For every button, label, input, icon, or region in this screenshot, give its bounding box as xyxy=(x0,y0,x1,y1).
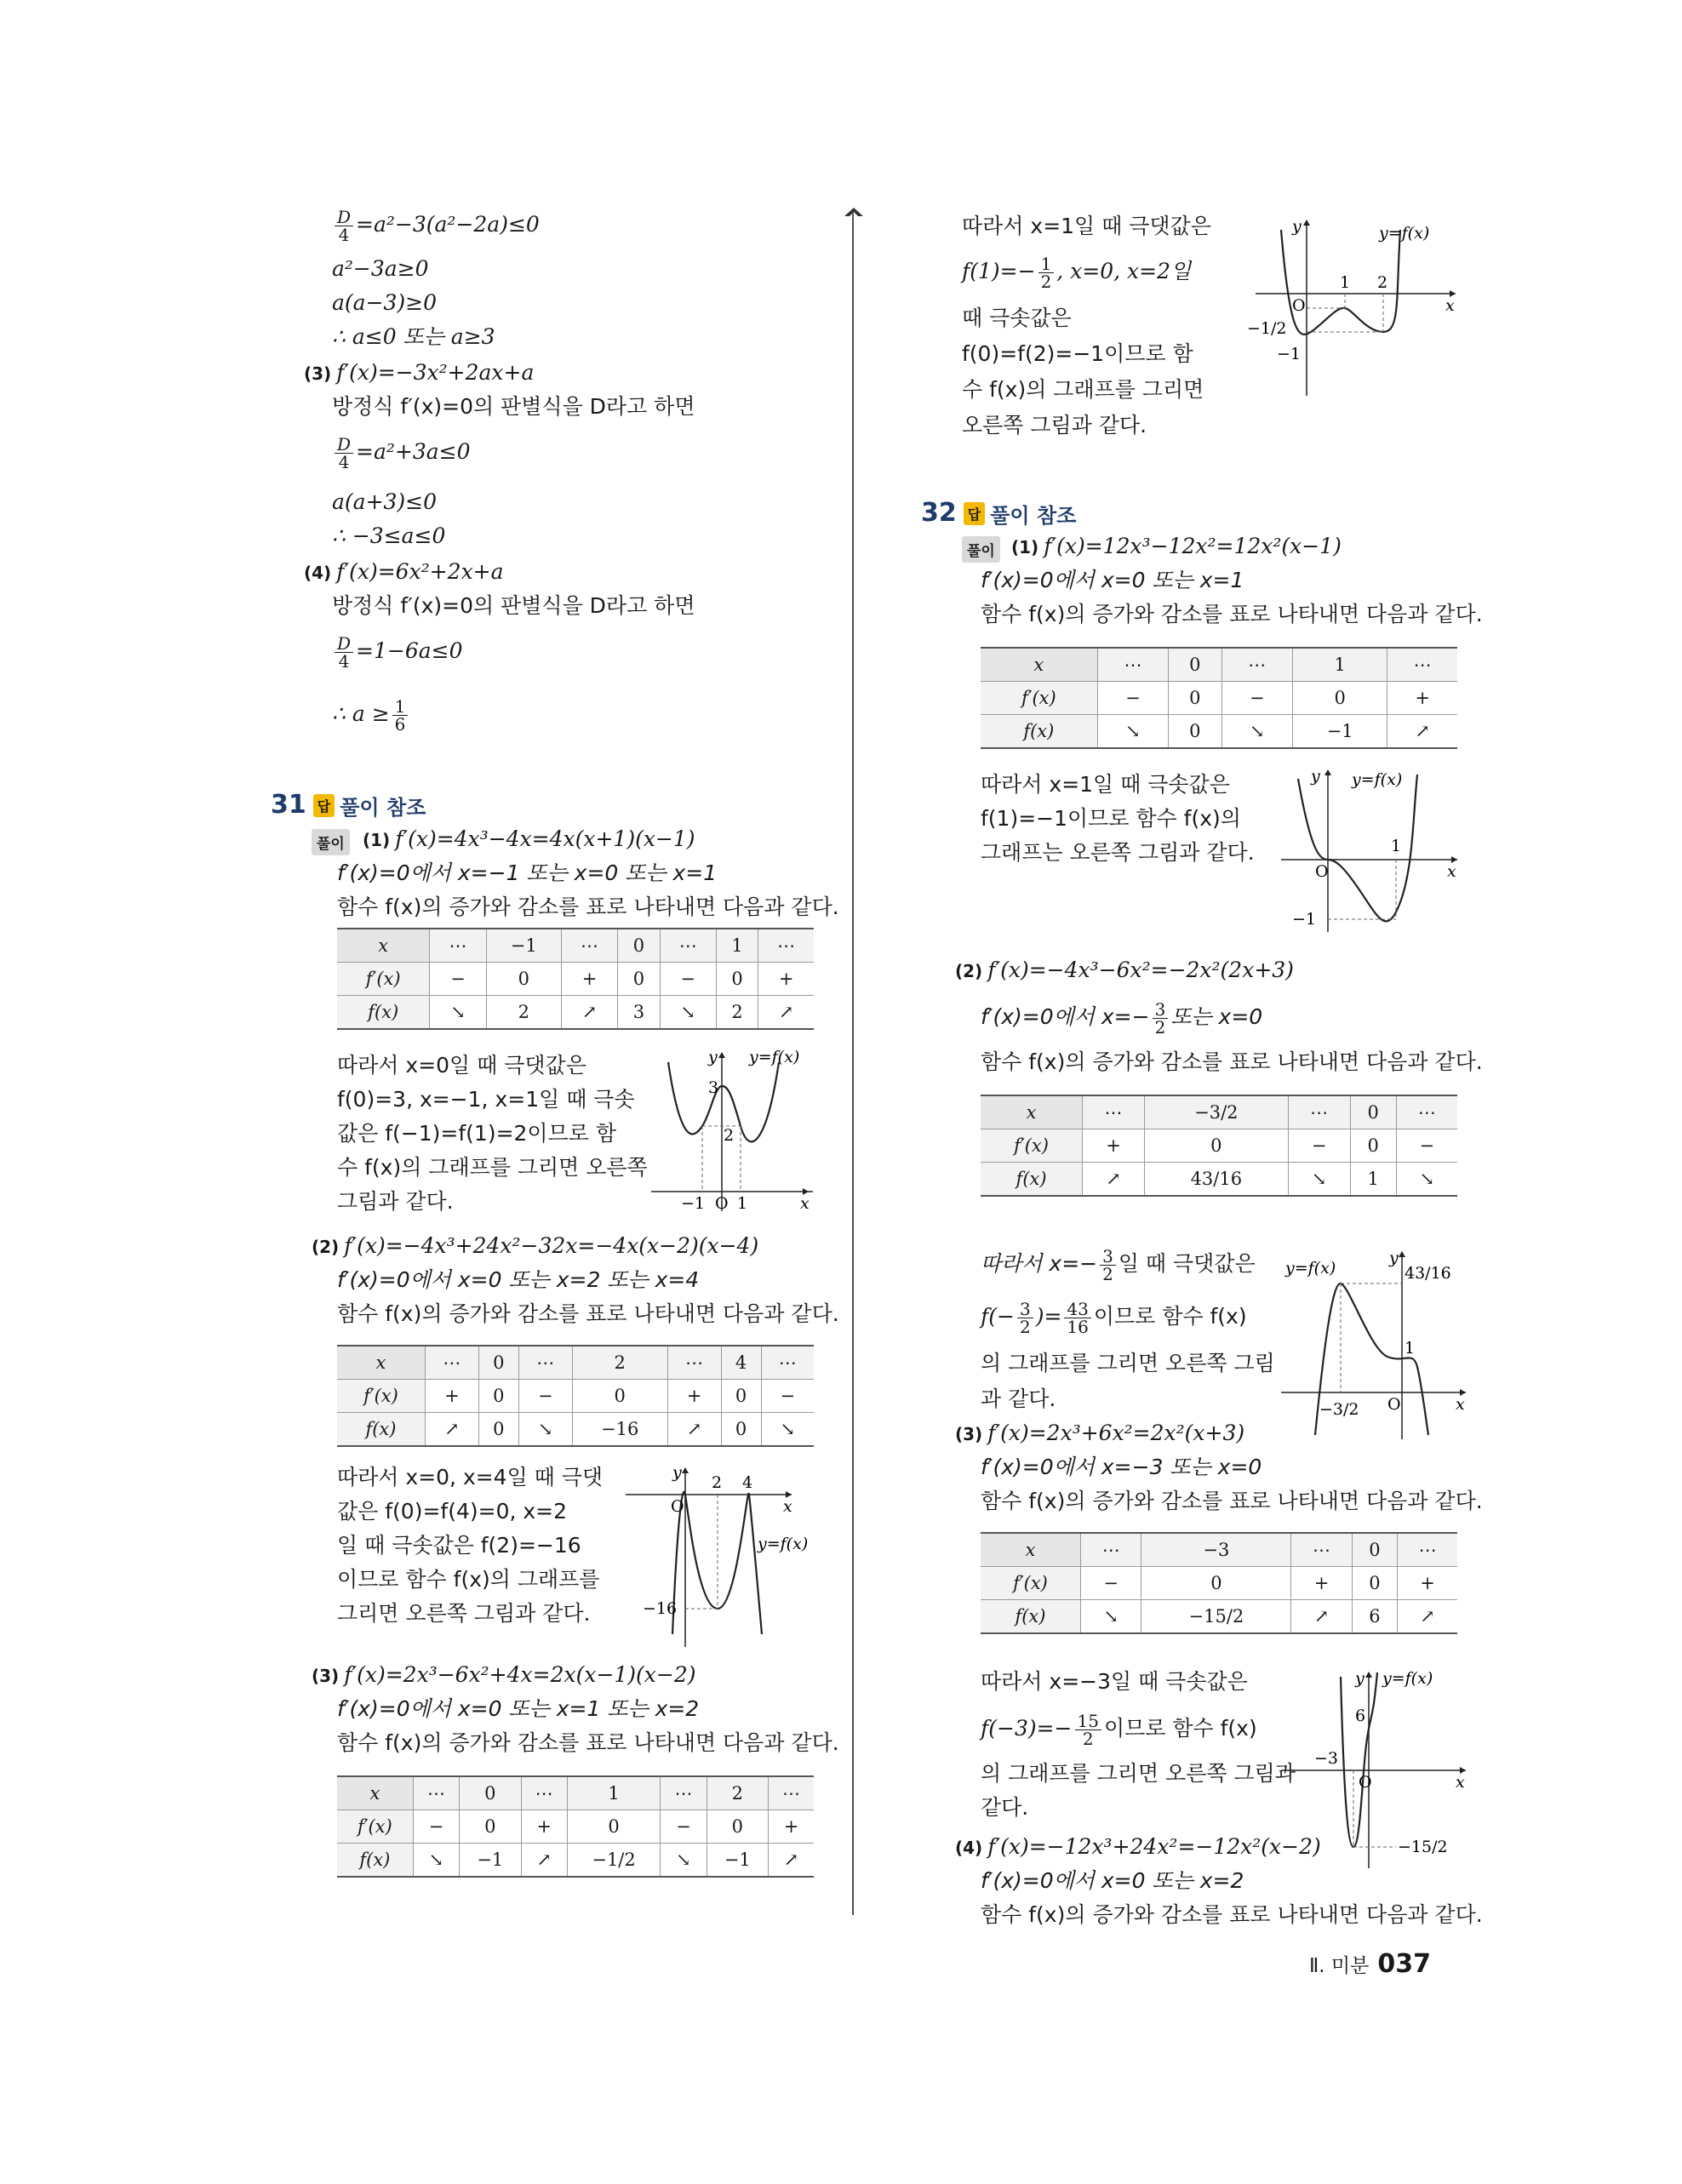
table-cell: 0 xyxy=(1169,715,1221,749)
table-cell: − xyxy=(761,1380,814,1413)
table-cell: 0 xyxy=(1350,1129,1396,1163)
table-row xyxy=(981,1163,1457,1197)
p31-part2-zeros: f′(x)=0에서 x=0 또는 x=2 또는 x=4 xyxy=(337,1267,700,1292)
axis-y-label: y xyxy=(1311,767,1320,786)
table-cell: ↘ xyxy=(1396,1163,1457,1197)
table-row xyxy=(981,682,1457,715)
local-min-label: −16 xyxy=(643,1599,678,1618)
cont-line-2: a²−3a≥0 xyxy=(332,256,429,281)
axis-y-label: y xyxy=(1355,1669,1364,1688)
part4-line-1: $\frac{D}{4}$ =1−6a≤0 xyxy=(332,635,463,670)
p31-part2-conclusion-2: 값은 f(0)=f(4)=0, x=2 xyxy=(337,1499,568,1524)
p32-part4-table-intro: 함수 f(x)의 증가와 감소를 표로 나타내면 다음과 같다. xyxy=(981,1902,1483,1927)
table-cell: 6 xyxy=(1352,1600,1397,1634)
table-cell: + xyxy=(667,1380,721,1413)
tick-minus-1: −1 xyxy=(681,1194,706,1213)
table-cell: −15/2 xyxy=(1141,1600,1291,1634)
p31-part3-conclusion-2: f(1)=− $\frac{1}{2}$ , x=0, x=2일 xyxy=(962,254,1192,292)
table-cell: f(x) xyxy=(337,1844,413,1878)
part4-line-2: ∴ a ≥ $\frac{1}{6}$ xyxy=(332,698,410,733)
p32-part2-table-intro: 함수 f(x)의 증가와 감소를 표로 나타내면 다음과 같다. xyxy=(981,1049,1483,1074)
table-cell: ↗ xyxy=(425,1413,478,1447)
p32-part2-conclusion-4: 과 같다. xyxy=(981,1386,1056,1411)
table-cell: 0 xyxy=(707,1810,768,1844)
table-cell: x xyxy=(337,1346,425,1380)
table-cell: + xyxy=(425,1380,478,1413)
chapter-label: Ⅱ. 미분 xyxy=(1308,1955,1370,1977)
p32-part3-conclusion-1: 따라서 x=−3일 때 극솟값은 xyxy=(981,1669,1248,1694)
table-cell: f′(x) xyxy=(337,963,430,996)
axis-x-label: x xyxy=(800,1194,810,1213)
curve-label: y=f(x) xyxy=(1379,224,1430,243)
table-row xyxy=(981,1533,1457,1567)
origin-label: O xyxy=(1387,1395,1401,1414)
table-row xyxy=(981,1129,1457,1163)
axis-x-label: x xyxy=(1456,1395,1465,1414)
table-row xyxy=(981,1600,1457,1634)
part3-line-3: ∴ −3≤a≤0 xyxy=(332,523,446,548)
p31-graph-3 xyxy=(1243,213,1464,400)
table-cell: 0 xyxy=(567,1810,660,1844)
cont-line-1: $\frac{D}{4}$ =a²−3(a²−2a)≤0 xyxy=(332,209,540,243)
p31-part3-zeros: f′(x)=0에서 x=0 또는 x=1 또는 x=2 xyxy=(337,1696,700,1721)
p32-part4-zeros: f′(x)=0에서 x=0 또는 x=2 xyxy=(981,1868,1244,1893)
table-row xyxy=(337,963,814,996)
table-row xyxy=(337,1776,814,1810)
p32-part3-conclusion-4: 같다. xyxy=(981,1795,1029,1820)
part3-line-1: $\frac{D}{4}$ =a²+3a≤0 xyxy=(332,436,471,471)
axis-y-label: y xyxy=(1292,217,1302,236)
table-cell: ⋯ xyxy=(1288,1095,1350,1129)
table-cell: 0 xyxy=(1169,682,1221,715)
table-cell: ↘ xyxy=(430,996,486,1030)
table-cell: ⋯ xyxy=(1387,648,1457,682)
p31-part3-equation: (3) f′(x)=2x³−6x²+4x=2x(x−1)(x−2) xyxy=(312,1662,696,1687)
table-cell: ↗ xyxy=(1398,1600,1457,1634)
table-cell: x xyxy=(337,1776,413,1810)
table-cell: ⋯ xyxy=(660,929,716,963)
table-cell: − xyxy=(413,1810,459,1844)
table-cell: 0 xyxy=(721,1380,761,1413)
p31-graph-2 xyxy=(621,1464,826,1651)
table-cell: 1 xyxy=(567,1776,660,1810)
table-cell: ↗ xyxy=(1083,1163,1145,1197)
tick-2: 2 xyxy=(1377,273,1388,292)
axis-x-label: x xyxy=(1445,296,1455,315)
answer-badge: 답 xyxy=(964,502,985,525)
p31-variation-table-2 xyxy=(337,1345,814,1447)
table-cell: ↘ xyxy=(660,996,716,1030)
table-cell: f(x) xyxy=(981,1600,1080,1634)
table-cell: ↘ xyxy=(1221,715,1293,749)
table-cell: − xyxy=(660,963,716,996)
table-cell: 0 xyxy=(486,963,561,996)
table-cell: − xyxy=(1396,1129,1457,1163)
axis-x-label: x xyxy=(1456,1773,1465,1792)
p31-part1-conclusion-4: 수 f(x)의 그래프를 그리면 오른쪽 xyxy=(337,1155,648,1180)
part3-line-2: a(a+3)≤0 xyxy=(332,489,438,514)
table-cell: f′(x) xyxy=(981,1129,1083,1163)
p32-part1-conclusion-3: 그래프는 오른쪽 그림과 같다. xyxy=(981,840,1255,865)
axis-y-label: y xyxy=(1389,1249,1399,1267)
table-cell: 0 xyxy=(1352,1567,1397,1600)
table-cell: f(x) xyxy=(337,996,430,1030)
table-cell: + xyxy=(1387,682,1457,715)
p31-part3-conclusion-6: 오른쪽 그림과 같다. xyxy=(962,413,1147,437)
p32-part1-conclusion-1: 따라서 x=1일 때 극솟값은 xyxy=(981,772,1230,797)
tick-1: 1 xyxy=(737,1194,748,1213)
table-cell: −1 xyxy=(486,929,561,963)
table-cell: 43/16 xyxy=(1144,1163,1288,1197)
cont-line-3: a(a−3)≥0 xyxy=(332,290,438,315)
table-cell: 0 xyxy=(478,1346,518,1380)
table-cell: 0 xyxy=(721,1413,761,1447)
p31-part1-zeros: f′(x)=0에서 x=−1 또는 x=0 또는 x=1 xyxy=(337,860,718,885)
table-cell: 0 xyxy=(1169,648,1221,682)
tick-1: 1 xyxy=(1340,273,1351,292)
table-cell: − xyxy=(430,963,486,996)
table-cell: ⋯ xyxy=(667,1346,721,1380)
axis-y-label: y xyxy=(708,1048,718,1066)
table-cell: ⋯ xyxy=(425,1346,478,1380)
p31-variation-table-3 xyxy=(337,1775,814,1878)
table-cell: ⋯ xyxy=(413,1776,459,1810)
p31-part1-conclusion-5: 그림과 같다. xyxy=(337,1189,454,1214)
table-row xyxy=(981,648,1457,682)
answer-badge: 답 xyxy=(313,794,335,817)
p32-part1-conclusion-2: f(1)=−1이므로 함수 f(x)의 xyxy=(981,806,1241,831)
table-cell: ↘ xyxy=(413,1844,459,1878)
p32-part2-equation: (2) f′(x)=−4x³−6x²=−2x²(2x+3) xyxy=(955,958,1294,982)
table-cell: x xyxy=(981,1095,1083,1129)
table-cell: ⋯ xyxy=(661,1776,707,1810)
divider-ornament-icon xyxy=(839,204,868,221)
table-cell: −1/2 xyxy=(567,1844,660,1878)
table-cell: f′(x) xyxy=(981,682,1097,715)
axis-y-label: y xyxy=(672,1464,682,1482)
table-cell: − xyxy=(1080,1567,1141,1600)
table-cell: ↘ xyxy=(1097,715,1169,749)
part3-equation: (3) f′(x)=−3x²+2ax+a xyxy=(304,360,535,385)
p31-part3-table-intro: 함수 f(x)의 증가와 감소를 표로 나타내면 다음과 같다. xyxy=(337,1730,839,1755)
p31-part1-conclusion-2: f(0)=3, x=−1, x=1일 때 극솟 xyxy=(337,1087,635,1112)
table-row xyxy=(337,929,814,963)
p32-variation-table-1 xyxy=(981,647,1457,749)
p32-variation-table-3 xyxy=(981,1532,1457,1634)
p32-part1-equation: (1) f′(x)=12x³−12x²=12x²(x−1) xyxy=(1011,534,1342,558)
table-row xyxy=(981,715,1457,749)
curve-label: y=f(x) xyxy=(758,1535,809,1553)
table-cell: + xyxy=(561,963,617,996)
p31-variation-table-1 xyxy=(337,928,814,1030)
table-cell: −1 xyxy=(1293,715,1387,749)
table-cell: ⋯ xyxy=(1398,1533,1457,1567)
table-cell: 3 xyxy=(618,996,660,1030)
table-cell: ↘ xyxy=(1080,1600,1141,1634)
table-cell: ↗ xyxy=(1291,1600,1353,1634)
table-cell: 0 xyxy=(716,963,758,996)
table-cell: 0 xyxy=(478,1413,518,1447)
table-cell: ↗ xyxy=(667,1413,721,1447)
table-cell: 1 xyxy=(716,929,758,963)
p32-part2-zeros: f′(x)=0에서 x=− $\frac{3}{2}$ 또는 x=0 xyxy=(981,999,1263,1038)
p31-part3-conclusion-5: 수 f(x)의 그래프를 그리면 xyxy=(962,377,1204,402)
table-row xyxy=(337,1844,814,1878)
table-cell: − xyxy=(1288,1129,1350,1163)
local-max-label: 3 xyxy=(708,1078,719,1097)
table-cell: −1 xyxy=(460,1844,521,1878)
table-cell: 0 xyxy=(572,1380,667,1413)
table-cell: −3/2 xyxy=(1144,1095,1288,1129)
p32-part3-conclusion-3: 의 그래프를 그리면 오른쪽 그림과 xyxy=(981,1761,1296,1786)
table-cell: 2 xyxy=(707,1776,768,1810)
table-cell: ↗ xyxy=(521,1844,567,1878)
p31-part3-conclusion-3: 때 극솟값은 xyxy=(962,306,1072,330)
p31-part2-equation: (2) f′(x)=−4x³+24x²−32x=−4x(x−2)(x−4) xyxy=(312,1233,759,1258)
table-cell: ↗ xyxy=(769,1844,815,1878)
local-min-label: −1 xyxy=(1277,345,1302,363)
table-cell: 4 xyxy=(721,1346,761,1380)
p32-part1-table-intro: 함수 f(x)의 증가와 감소를 표로 나타내면 다음과 같다. xyxy=(981,602,1483,626)
p32-graph-1 xyxy=(1277,766,1464,936)
tick-1: 1 xyxy=(1391,837,1402,855)
curve-label: y=f(x) xyxy=(749,1048,800,1066)
table-cell: −1 xyxy=(707,1844,768,1878)
table-cell: ⋯ xyxy=(1080,1533,1141,1567)
curve-label: y=f(x) xyxy=(1285,1259,1336,1278)
solution-badge: 풀이 xyxy=(962,536,1000,563)
origin-label: O xyxy=(1359,1773,1372,1792)
origin-label: O xyxy=(671,1497,684,1516)
table-cell: + xyxy=(769,1810,815,1844)
table-cell: ⋯ xyxy=(1083,1095,1145,1129)
part3-discriminant-text: 방정식 f′(x)=0의 판별식을 D라고 하면 xyxy=(332,394,695,419)
axis-x-label: x xyxy=(783,1497,792,1516)
local-max-label: −1/2 xyxy=(1247,319,1287,338)
table-cell: ↘ xyxy=(661,1844,707,1878)
table-cell: 0 xyxy=(1352,1533,1397,1567)
curve-label: y=f(x) xyxy=(1352,770,1403,789)
table-cell: 2 xyxy=(716,996,758,1030)
table-cell: ⋯ xyxy=(561,929,617,963)
table-cell: ⋯ xyxy=(758,929,814,963)
table-cell: 0 xyxy=(460,1776,521,1810)
table-row xyxy=(337,1346,814,1380)
table-row xyxy=(337,1380,814,1413)
table-cell: 1 xyxy=(1293,648,1387,682)
tick-4: 4 xyxy=(742,1473,753,1492)
table-cell: −3 xyxy=(1141,1533,1291,1567)
p32-part1-zeros: f′(x)=0에서 x=0 또는 x=1 xyxy=(981,568,1244,592)
table-cell: ⋯ xyxy=(1396,1095,1457,1129)
curve-label: y=f(x) xyxy=(1382,1669,1433,1688)
table-cell: ⋯ xyxy=(769,1776,815,1810)
table-cell: 0 xyxy=(460,1810,521,1844)
table-cell: 0 xyxy=(618,963,660,996)
part4-discriminant-text: 방정식 f′(x)=0의 판별식을 D라고 하면 xyxy=(332,593,695,618)
table-cell: ⋯ xyxy=(1221,648,1293,682)
table-cell: x xyxy=(337,929,430,963)
table-cell: 2 xyxy=(572,1346,667,1380)
p32-part4-equation: (4) f′(x)=−12x³+24x²=−12x²(x−2) xyxy=(955,1834,1321,1859)
problem-32-header: 32 답 풀이 참조 xyxy=(921,498,1077,528)
table-cell: + xyxy=(1083,1129,1145,1163)
p31-part1-conclusion-3: 값은 f(−1)=f(1)=2이므로 함 xyxy=(337,1121,616,1146)
table-cell: 0 xyxy=(1350,1095,1396,1129)
table-cell: 0 xyxy=(1293,682,1387,715)
tick-2: 2 xyxy=(712,1473,723,1492)
table-cell: ↗ xyxy=(1387,715,1457,749)
p32-part3-equation: (3) f′(x)=2x³+6x²=2x²(x+3) xyxy=(955,1421,1245,1445)
table-cell: − xyxy=(1097,682,1169,715)
table-cell: f′(x) xyxy=(337,1380,425,1413)
table-cell: f′(x) xyxy=(337,1810,413,1844)
p31-part1-conclusion-1: 따라서 x=0일 때 극댓값은 xyxy=(337,1053,586,1078)
table-cell: f(x) xyxy=(981,715,1097,749)
origin-label: O xyxy=(1315,862,1329,881)
table-cell: 0 xyxy=(478,1380,518,1413)
y-intercept-label: 6 xyxy=(1355,1707,1366,1725)
table-cell: f′(x) xyxy=(981,1567,1080,1600)
table-cell: ↘ xyxy=(1288,1163,1350,1197)
page-footer xyxy=(1309,1949,1431,1979)
p31-part3-conclusion-4: f(0)=f(2)=−1이므로 함 xyxy=(962,341,1193,366)
table-cell: f(x) xyxy=(337,1413,425,1447)
p32-variation-table-2 xyxy=(981,1095,1457,1197)
y-intercept-label: 1 xyxy=(1405,1339,1416,1358)
page-number: 037 xyxy=(1377,1949,1431,1979)
table-cell: 1 xyxy=(1350,1163,1396,1197)
local-max-label: 43/16 xyxy=(1405,1264,1451,1283)
table-row xyxy=(337,996,814,1030)
table-row xyxy=(981,1095,1457,1129)
table-cell: ↗ xyxy=(561,996,617,1030)
table-cell: ⋯ xyxy=(521,1776,567,1810)
table-row xyxy=(337,1810,814,1844)
p32-part3-table-intro: 함수 f(x)의 증가와 감소를 표로 나타내면 다음과 같다. xyxy=(981,1489,1483,1513)
table-cell: ⋯ xyxy=(518,1346,572,1380)
p32-part3-zeros: f′(x)=0에서 x=−3 또는 x=0 xyxy=(981,1455,1262,1479)
table-cell: − xyxy=(661,1810,707,1844)
table-cell: ↘ xyxy=(518,1413,572,1447)
table-cell: − xyxy=(518,1380,572,1413)
table-cell: ↗ xyxy=(758,996,814,1030)
solution-badge: 풀이 xyxy=(312,829,350,855)
table-cell: f(x) xyxy=(981,1163,1083,1197)
table-cell: + xyxy=(521,1810,567,1844)
p32-part3-conclusion-2: f(−3)=− $\frac{15}{2}$ 이므로 함수 f(x) xyxy=(981,1711,1257,1749)
p31-part2-conclusion-3: 일 때 극솟값은 f(2)=−16 xyxy=(337,1533,581,1558)
p32-graph-2 xyxy=(1277,1248,1473,1444)
p31-part3-conclusion-1: 따라서 x=1일 때 극댓값은 xyxy=(962,214,1211,238)
column-divider xyxy=(852,213,854,1915)
table-cell: 2 xyxy=(486,996,561,1030)
p31-part2-table-intro: 함수 f(x)의 증가와 감소를 표로 나타내면 다음과 같다. xyxy=(337,1301,839,1326)
table-cell: − xyxy=(1221,682,1293,715)
table-cell: + xyxy=(758,963,814,996)
p31-part2-conclusion-1: 따라서 x=0, x=4일 때 극댓 xyxy=(337,1465,604,1489)
origin-label: O xyxy=(715,1194,729,1213)
p31-part2-conclusion-5: 그리면 오른쪽 그림과 같다. xyxy=(337,1601,591,1626)
tick-minus-3-2: −3/2 xyxy=(1319,1400,1359,1419)
part4-equation: (4) f′(x)=6x²+2x+a xyxy=(304,559,504,584)
table-cell: ↘ xyxy=(761,1413,814,1447)
table-cell: ⋯ xyxy=(761,1346,814,1380)
table-cell: + xyxy=(1398,1567,1457,1600)
p31-part1-table-intro: 함수 f(x)의 증가와 감소를 표로 나타내면 다음과 같다. xyxy=(337,895,839,919)
problem-31-header: 31 답 풀이 참조 xyxy=(271,790,426,820)
table-cell: 0 xyxy=(1144,1129,1288,1163)
p32-part2-conclusion-1: 따라서 x=− $\frac{3}{2}$ 일 때 극댓값은 xyxy=(981,1246,1256,1284)
local-min-label: −15/2 xyxy=(1398,1838,1448,1856)
p31-graph-1 xyxy=(647,1045,817,1215)
table-row xyxy=(337,1413,814,1447)
table-cell: 0 xyxy=(618,929,660,963)
table-cell: x xyxy=(981,648,1097,682)
tick-minus-3: −3 xyxy=(1314,1749,1339,1768)
table-cell: x xyxy=(981,1533,1080,1567)
table-cell: ⋯ xyxy=(1291,1533,1353,1567)
p32-part2-conclusion-2: f(− $\frac{3}{2}$ )= $\frac{43}{16}$ 이므로 함수 f(x) xyxy=(981,1299,1247,1337)
table-row xyxy=(981,1567,1457,1600)
table-cell: ⋯ xyxy=(430,929,486,963)
local-min-label: −1 xyxy=(1292,910,1317,929)
table-cell: 0 xyxy=(1141,1567,1291,1600)
p32-part2-conclusion-3: 의 그래프를 그리면 오른쪽 그림 xyxy=(981,1351,1275,1375)
table-cell: −16 xyxy=(572,1413,667,1447)
origin-label: O xyxy=(1292,296,1306,315)
table-cell: ⋯ xyxy=(1097,648,1169,682)
cont-line-4: ∴ a≤0 또는 a≥3 xyxy=(332,324,495,349)
axis-x-label: x xyxy=(1447,862,1456,881)
p31-part1-equation: (1) f′(x)=4x³−4x=4x(x+1)(x−1) xyxy=(363,826,695,851)
table-cell: + xyxy=(1291,1567,1353,1600)
p31-part2-conclusion-4: 이므로 함수 f(x)의 그래프를 xyxy=(337,1567,600,1592)
local-min-label: 2 xyxy=(724,1126,735,1145)
